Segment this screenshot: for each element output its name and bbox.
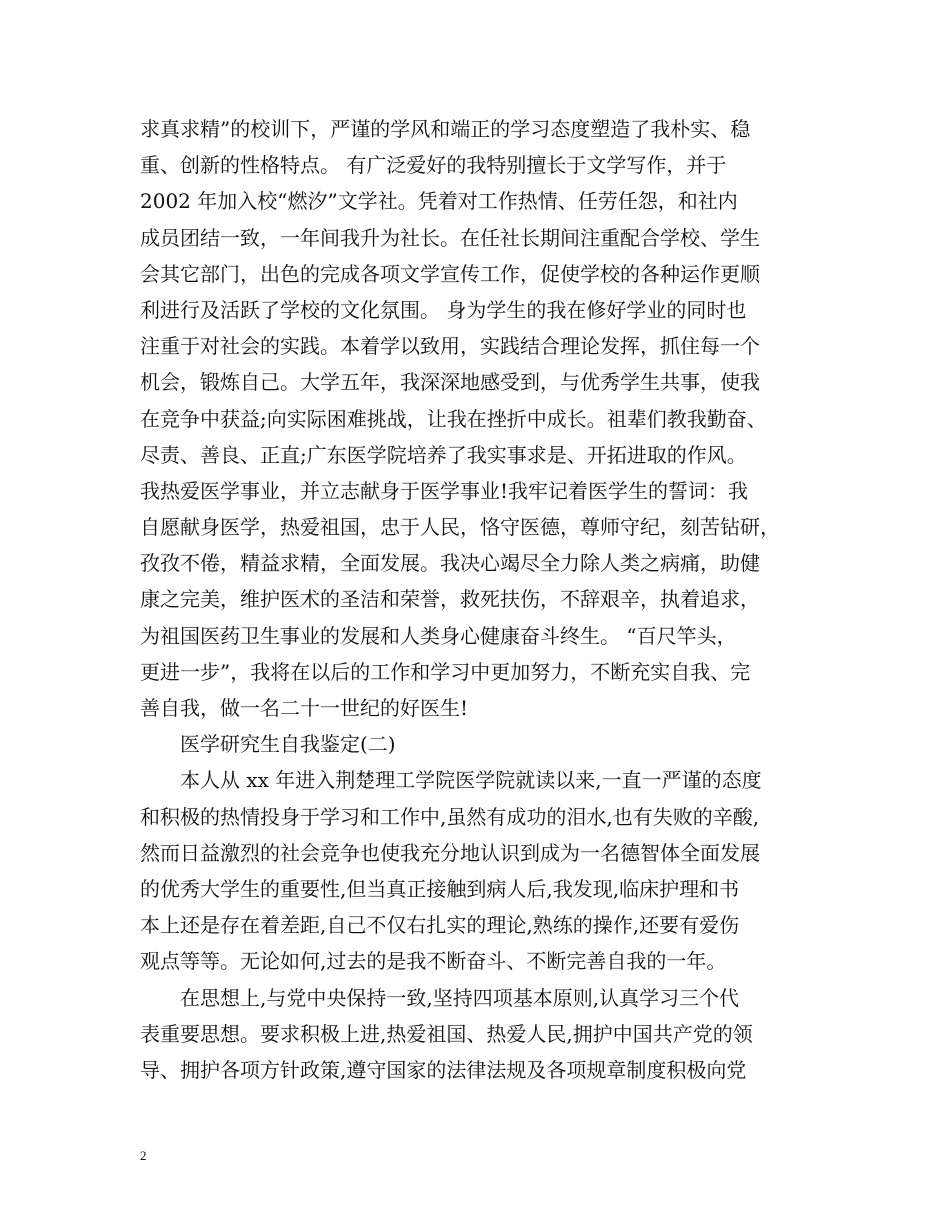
text-line: 和积极的热情投身于学习和工作中,虽然有成功的泪水,也有失败的辛酸, bbox=[140, 804, 760, 829]
text-line: 注重于对社会的实践。本着学以致用，实践结合理论发挥，抓住每一个 bbox=[140, 334, 760, 359]
text-line: 2002 年加入校“燃汐”文学社。凭着对工作热情、任劳任怨，和社内 bbox=[140, 189, 738, 214]
text-line: 求真求精”的校训下，严谨的学风和端正的学习态度塑造了我朴实、稳 bbox=[140, 117, 751, 141]
text-line: 成员团结一致，一年间我升为社长。在任社长期间注重配合学校、学生 bbox=[140, 225, 760, 250]
text-line: 自愿献身医学，热爱祖国，忠于人民，恪守医德，尊师守纪，刻苦钻研， bbox=[140, 515, 780, 540]
text-line: 重、创新的性格特点。 有广泛爱好的我特别擅长于文学写作，并于 bbox=[140, 153, 727, 178]
text-line: 表重要思想。要求积极上进,热爱祖国、热爱人民,拥护中国共产党的领 bbox=[140, 1021, 753, 1046]
text-line: 的优秀大学生的重要性,但当真正接触到病人后,我发现,临床护理和书 bbox=[140, 876, 740, 901]
text-line: 尽责、善良、正直;广东医学院培养了我实事求是、开拓进取的作风。 bbox=[140, 442, 747, 467]
text-line: 会其它部门，出色的完成各项文学宣传工作，促使学校的各种运作更顺 bbox=[140, 261, 760, 286]
text-line: 为祖国医药卫生事业的发展和人类身心健康奋斗终生。 “百尺竿头， bbox=[140, 623, 737, 648]
text-line: 利进行及活跃了学校的文化氛围。 身为学生的我在修好学业的同时也 bbox=[140, 297, 747, 322]
page-number: 2 bbox=[140, 1148, 147, 1163]
text-line: 更进一步”，我将在以后的工作和学习中更加努力，不断充实自我、完 bbox=[140, 659, 751, 684]
text-line: 康之完美，维护医术的圣洁和荣誉，救死扶伤，不辞艰辛，执着追求， bbox=[140, 587, 760, 612]
text-line: 机会，锻炼自己。大学五年，我深深地感受到，与优秀学生共事，使我 bbox=[140, 370, 760, 395]
text-line: 导、拥护各项方针政策,遵守国家的法律法规及各项规章制度积极向党 bbox=[140, 1057, 747, 1082]
text-line: 然而日益激烈的社会竞争也使我充分地认识到成为一名德智体全面发展 bbox=[140, 840, 760, 865]
text-line: 在思想上,与党中央保持一致,坚持四项基本原则,认真学习三个代 bbox=[140, 985, 740, 1010]
text-line: 孜孜不倦，精益求精，全面发展。我决心竭尽全力除人类之病痛，助健 bbox=[140, 551, 760, 576]
text-line: 本上还是存在着差距,自己不仅右扎实的理论,熟练的操作,还要有爱伤 bbox=[140, 913, 740, 938]
text-line: 我热爱医学事业，并立志献身于医学事业!我牢记着医学生的誓词：我 bbox=[140, 478, 749, 503]
section-heading: 医学研究生自我鉴定(二) bbox=[140, 732, 396, 757]
body-text bbox=[140, 111, 830, 1088]
text-line: 善自我，做一名二十一世纪的好医生! bbox=[140, 696, 469, 720]
text-line: 观点等等。无论如何,过去的是我不断奋斗、不断完善自我的一年。 bbox=[140, 949, 727, 974]
text-line: 本人从 xx 年进入荆楚理工学院医学院就读以来,一直一严谨的态度 bbox=[140, 768, 762, 793]
text-line: 在竞争中获益;向实际困难挑战，让我在挫折中成长。祖辈们教我勤奋、 bbox=[140, 406, 767, 431]
